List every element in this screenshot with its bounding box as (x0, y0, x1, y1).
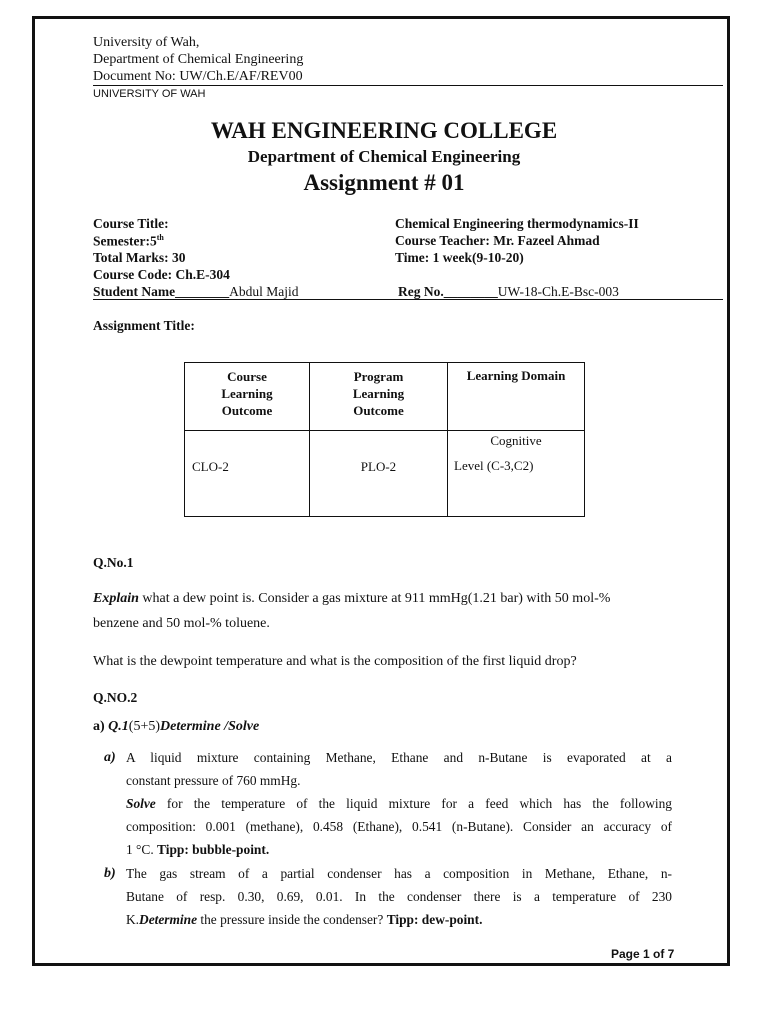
header-university: University of Wah, (93, 35, 200, 50)
header-document-no: Document No: UW/Ch.E/AF/REV00 (93, 69, 303, 84)
q1-line3: What is the dewpoint temperature and what is the composition of the first liquid drop? (93, 654, 577, 669)
q1-line2: benzene and 50 mol-% toluene. (93, 616, 270, 631)
course-title-value: Chemical Engineering thermodynamics-II (395, 216, 639, 231)
cell-clo: CLO-2 (185, 431, 310, 517)
q2-part-a-heading: a) Q.1(5+5)Determine /Solve (93, 719, 260, 734)
q1-line1: Explain what a dew point is. Consider a gas mixture at 911 mmHg(1.21 bar) with 50 mol-% (93, 591, 611, 606)
header-plo: Program Learning Outcome (310, 363, 448, 431)
outcome-table (184, 362, 585, 517)
header-rule (93, 85, 723, 86)
course-code: Course Code: Ch.E-304 (93, 267, 230, 282)
assignment-title: Assignment # 01 (303, 170, 465, 195)
assignment-title-label: Assignment Title: (93, 318, 195, 333)
total-marks: Total Marks: 30 (93, 250, 186, 265)
cell-domain: Cognitive Level (C-3,C2) (448, 431, 585, 517)
student-name: Student Name________Abdul Majid (93, 284, 299, 299)
college-title: WAH ENGINEERING COLLEGE (210, 118, 558, 143)
item-a-marker: a) (104, 750, 116, 765)
page-number: Page 1 of 7 (611, 947, 675, 961)
item-b-text: The gas stream of a partial condenser has a composition in Methane, Ethane, n- Butane of resp. 0.30, 0.69, 0.01. In the condenser there is a temperature of 230 K.Determine the pressure inside the condenser? Tipp: dew-point. (126, 866, 672, 927)
header-department: Department of Chemical Engineering (93, 52, 304, 67)
q2-label: Q.NO.2 (93, 690, 138, 705)
reg-no: Reg No.________UW-18-Ch.E-Bsc-003 (398, 284, 619, 299)
semester-label: Semester:5th (93, 233, 164, 249)
header-learning-domain: Learning Domain (448, 363, 585, 431)
q1-label: Q.No.1 (93, 555, 134, 570)
table-row (185, 431, 585, 517)
course-teacher: Course Teacher: Mr. Fazeel Ahmad (395, 233, 600, 248)
header-banner: UNIVERSITY OF WAH (93, 88, 206, 100)
item-a-text: A liquid mixture containing Methane, Ethane and n-Butane is evaporated at a constant pressure of 760 mmHg. Solve for the temperature of the liquid mixture for a feed which has the following composition: 0.001 (methane), 0.458 (Ethane), 0.541 (n-Butane). Consider an accuracy of 1 °C. Tipp: bubble-point. (126, 750, 672, 857)
item-b-marker: b) (104, 866, 116, 881)
table-header-row (185, 363, 585, 431)
course-title-label: Course Title: (93, 216, 169, 231)
info-rule (93, 299, 723, 300)
header-clo: Course Learning Outcome (185, 363, 310, 431)
time-allowed: Time: 1 week(9-10-20) (395, 250, 524, 265)
department-title: Department of Chemical Engineering (247, 147, 521, 166)
cell-plo: PLO-2 (310, 431, 448, 517)
